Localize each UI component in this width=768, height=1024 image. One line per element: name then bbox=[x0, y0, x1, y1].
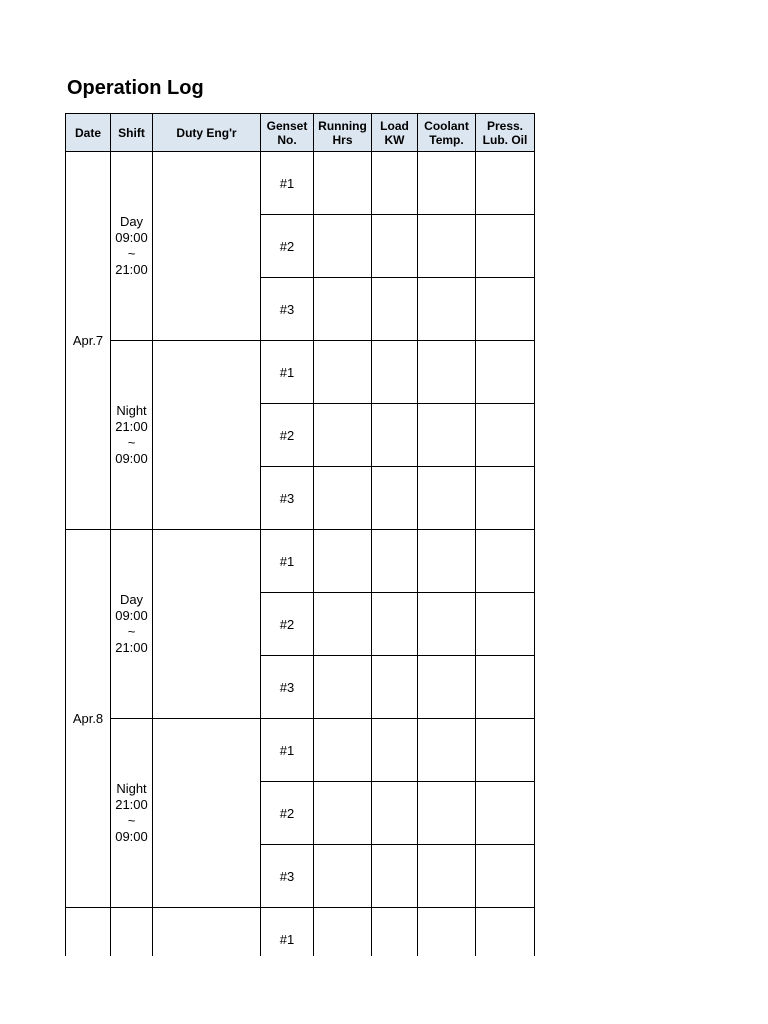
genset-cell: #1 bbox=[261, 908, 314, 957]
running-hrs-cell[interactable] bbox=[314, 530, 372, 593]
running-hrs-cell[interactable] bbox=[314, 656, 372, 719]
running-hrs-cell[interactable] bbox=[314, 782, 372, 845]
running-hrs-cell[interactable] bbox=[314, 593, 372, 656]
coolant-temp-cell[interactable] bbox=[418, 467, 476, 530]
shift-end: 21:00 bbox=[115, 640, 148, 655]
load-kw-cell[interactable] bbox=[372, 215, 418, 278]
coolant-temp-cell[interactable] bbox=[418, 656, 476, 719]
running-hrs-cell[interactable] bbox=[314, 215, 372, 278]
press-lub-oil-cell[interactable] bbox=[476, 593, 535, 656]
header-genset-line1: Genset bbox=[266, 118, 308, 133]
load-kw-cell[interactable] bbox=[372, 467, 418, 530]
coolant-temp-cell[interactable] bbox=[418, 845, 476, 908]
load-kw-cell[interactable] bbox=[372, 152, 418, 215]
duty-engineer-cell[interactable] bbox=[153, 530, 261, 719]
header-coolant-line1: Coolant bbox=[424, 118, 469, 133]
coolant-temp-cell[interactable] bbox=[418, 278, 476, 341]
genset-cell: #3 bbox=[261, 845, 314, 908]
page-title: Operation Log bbox=[67, 77, 204, 99]
press-lub-oil-cell[interactable] bbox=[476, 845, 535, 908]
header-press-lub-oil bbox=[476, 114, 535, 152]
load-kw-cell[interactable] bbox=[372, 341, 418, 404]
header-press-line2: Lub. Oil bbox=[482, 132, 528, 147]
date-cell[interactable]: Apr.8 bbox=[66, 530, 111, 908]
shift-cell[interactable] bbox=[111, 152, 153, 341]
genset-cell: #3 bbox=[261, 656, 314, 719]
shift-name: Day bbox=[119, 214, 144, 229]
shift-cell[interactable] bbox=[111, 719, 153, 908]
press-lub-oil-cell[interactable] bbox=[476, 656, 535, 719]
running-hrs-cell[interactable] bbox=[314, 719, 372, 782]
header-shift: Shift bbox=[111, 114, 153, 152]
header-genset-line2: No. bbox=[277, 132, 297, 147]
genset-cell: #2 bbox=[261, 215, 314, 278]
running-hrs-cell[interactable] bbox=[314, 341, 372, 404]
genset-cell: #3 bbox=[261, 278, 314, 341]
shift-cell[interactable] bbox=[111, 530, 153, 719]
log-table-viewport bbox=[65, 113, 535, 956]
coolant-temp-cell[interactable] bbox=[418, 404, 476, 467]
table-row bbox=[66, 908, 535, 957]
load-kw-cell[interactable] bbox=[372, 278, 418, 341]
shift-end: 09:00 bbox=[115, 829, 148, 844]
coolant-temp-cell[interactable] bbox=[418, 719, 476, 782]
genset-cell: #2 bbox=[261, 593, 314, 656]
genset-cell: #1 bbox=[261, 341, 314, 404]
genset-cell: #2 bbox=[261, 782, 314, 845]
shift-name: Night bbox=[116, 403, 147, 418]
shift-sep: ~ bbox=[127, 813, 136, 828]
table-row bbox=[66, 719, 535, 782]
coolant-temp-cell[interactable] bbox=[418, 908, 476, 957]
running-hrs-cell[interactable] bbox=[314, 404, 372, 467]
header-running-line2: Hrs bbox=[332, 132, 353, 147]
shift-end: 09:00 bbox=[115, 451, 148, 466]
press-lub-oil-cell[interactable] bbox=[476, 908, 535, 957]
shift-name: Night bbox=[116, 781, 147, 796]
header-row bbox=[66, 114, 535, 152]
header-coolant-temp bbox=[418, 114, 476, 152]
coolant-temp-cell[interactable] bbox=[418, 593, 476, 656]
press-lub-oil-cell[interactable] bbox=[476, 719, 535, 782]
press-lub-oil-cell[interactable] bbox=[476, 530, 535, 593]
running-hrs-cell[interactable] bbox=[314, 845, 372, 908]
press-lub-oil-cell[interactable] bbox=[476, 278, 535, 341]
load-kw-cell[interactable] bbox=[372, 404, 418, 467]
coolant-temp-cell[interactable] bbox=[418, 152, 476, 215]
shift-sep: ~ bbox=[127, 435, 136, 450]
table-row bbox=[66, 341, 535, 404]
shift-sep: ~ bbox=[127, 246, 136, 261]
header-load-kw bbox=[372, 114, 418, 152]
load-kw-cell[interactable] bbox=[372, 656, 418, 719]
log-body bbox=[66, 152, 535, 957]
running-hrs-cell[interactable] bbox=[314, 467, 372, 530]
press-lub-oil-cell[interactable] bbox=[476, 404, 535, 467]
coolant-temp-cell[interactable] bbox=[418, 782, 476, 845]
table-row bbox=[66, 152, 535, 215]
header-load-line2: KW bbox=[384, 132, 405, 147]
shift-start: 21:00 bbox=[115, 419, 148, 434]
shift-cell[interactable] bbox=[111, 908, 153, 957]
genset-cell: #2 bbox=[261, 404, 314, 467]
duty-engineer-cell[interactable] bbox=[153, 908, 261, 957]
running-hrs-cell[interactable] bbox=[314, 908, 372, 957]
genset-cell: #1 bbox=[261, 152, 314, 215]
press-lub-oil-cell[interactable] bbox=[476, 341, 535, 404]
coolant-temp-cell[interactable] bbox=[418, 215, 476, 278]
running-hrs-cell[interactable] bbox=[314, 278, 372, 341]
load-kw-cell[interactable] bbox=[372, 782, 418, 845]
load-kw-cell[interactable] bbox=[372, 845, 418, 908]
header-running-line1: Running bbox=[318, 118, 367, 133]
genset-cell: #1 bbox=[261, 719, 314, 782]
table-row bbox=[66, 530, 535, 593]
press-lub-oil-cell[interactable] bbox=[476, 215, 535, 278]
duty-engineer-cell[interactable] bbox=[153, 719, 261, 908]
genset-cell: #3 bbox=[261, 467, 314, 530]
load-kw-cell[interactable] bbox=[372, 593, 418, 656]
coolant-temp-cell[interactable] bbox=[418, 530, 476, 593]
operation-log-table bbox=[65, 113, 535, 956]
load-kw-cell[interactable] bbox=[372, 530, 418, 593]
shift-end: 21:00 bbox=[115, 262, 148, 277]
date-cell[interactable] bbox=[66, 908, 111, 957]
press-lub-oil-cell[interactable] bbox=[476, 152, 535, 215]
header-coolant-line2: Temp. bbox=[429, 132, 464, 147]
header-running-hrs bbox=[314, 114, 372, 152]
shift-name: Day bbox=[119, 592, 144, 607]
header-genset-no bbox=[261, 114, 314, 152]
load-kw-cell[interactable] bbox=[372, 908, 418, 957]
shift-start: 09:00 bbox=[115, 608, 148, 623]
shift-cell[interactable] bbox=[111, 341, 153, 530]
header-date: Date bbox=[66, 114, 111, 152]
shift-start: 21:00 bbox=[115, 797, 148, 812]
duty-engineer-cell[interactable] bbox=[153, 341, 261, 530]
running-hrs-cell[interactable] bbox=[314, 152, 372, 215]
press-lub-oil-cell[interactable] bbox=[476, 467, 535, 530]
genset-cell: #1 bbox=[261, 530, 314, 593]
date-cell[interactable]: Apr.7 bbox=[66, 152, 111, 530]
header-press-line1: Press. bbox=[486, 118, 524, 133]
coolant-temp-cell[interactable] bbox=[418, 341, 476, 404]
load-kw-cell[interactable] bbox=[372, 719, 418, 782]
duty-engineer-cell[interactable] bbox=[153, 152, 261, 341]
shift-sep: ~ bbox=[127, 624, 136, 639]
header-duty-engineer: Duty Eng'r bbox=[153, 114, 261, 152]
shift-start: 09:00 bbox=[115, 230, 148, 245]
header-load-line1: Load bbox=[380, 118, 409, 133]
press-lub-oil-cell[interactable] bbox=[476, 782, 535, 845]
